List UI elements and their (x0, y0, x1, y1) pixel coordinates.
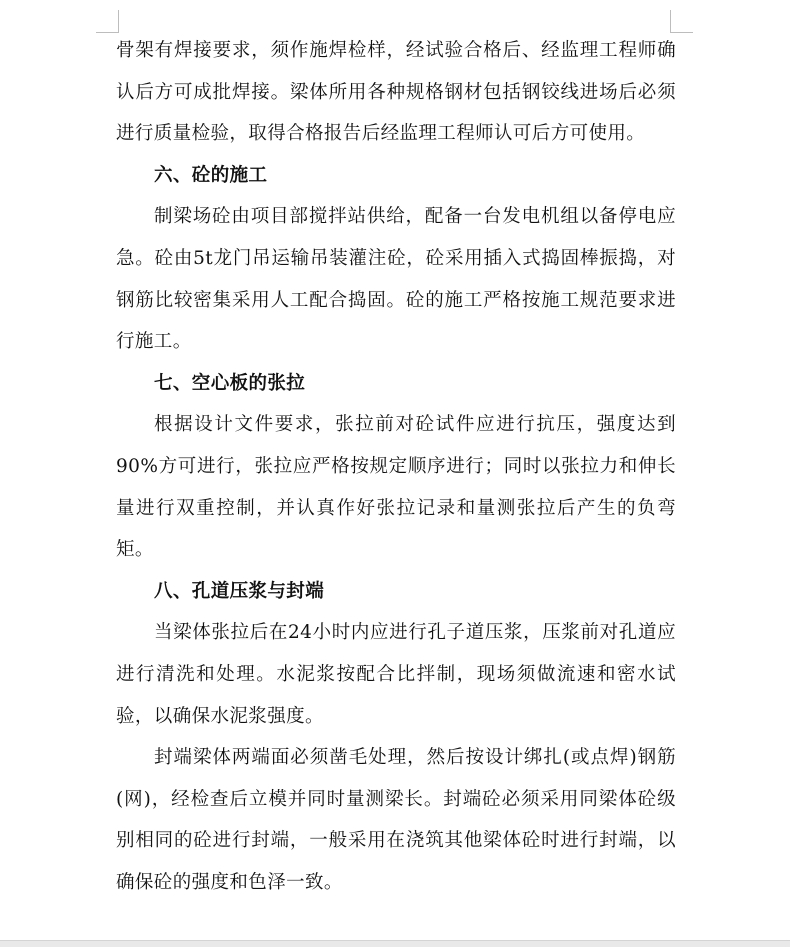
paragraph-intro: 骨架有焊接要求，须作施焊检样，经试验合格后、经监理工程师确认后方可成批焊接。梁体所用各种规格钢材包括钢铰线进场后必须进行质量检验，取得合格报告后经监理工程师认可后方可使用。 (116, 40, 676, 145)
paragraph-concrete-construction: 制梁场砼由项目部搅拌站供给，配备一台发电机组以备停电应急。砼由5t龙门吊运输吊装灌注砼，砼采用插入式捣固棒振捣，对钢筋比较密集采用人工配合捣固。砼的施工严格按施工规范要求进行施工。 (116, 206, 676, 353)
paragraph-duct-grouting: 当梁体张拉后在24小时内应进行孔子道压浆，压浆前对孔道应进行清洗和处理。水泥浆按配合比拌制，现场须做流速和密水试验，以确保水泥浆强度。 (116, 622, 676, 727)
paragraph-hollow-slab-tensioning: 根据设计文件要求，张拉前对砼试件应进行抗压，强度达到90%方可进行，张拉应严格按规定顺序进行；同时以张拉力和伸长量进行双重控制，并认真作好张拉记录和量测张拉后产生的负弯矩。 (116, 414, 676, 561)
heading-hollow-slab-tensioning: 七、空心板的张拉 (154, 372, 306, 394)
heading-duct-grouting-sealing: 八、孔道压浆与封端 (154, 580, 325, 602)
heading-concrete-construction: 六、砼的施工 (154, 164, 268, 186)
paragraph-end-sealing: 封端梁体两端面必须凿毛处理，然后按设计绑扎(或点焊)钢筋(网)，经检查后立模并同时量测梁长。封端砼必须采用同梁体砼级别相同的砼进行封端，一般采用在浇筑其他梁体砼时进行封端，以确保砼的强度和色泽一致。 (116, 747, 676, 893)
document-body (116, 30, 676, 903)
